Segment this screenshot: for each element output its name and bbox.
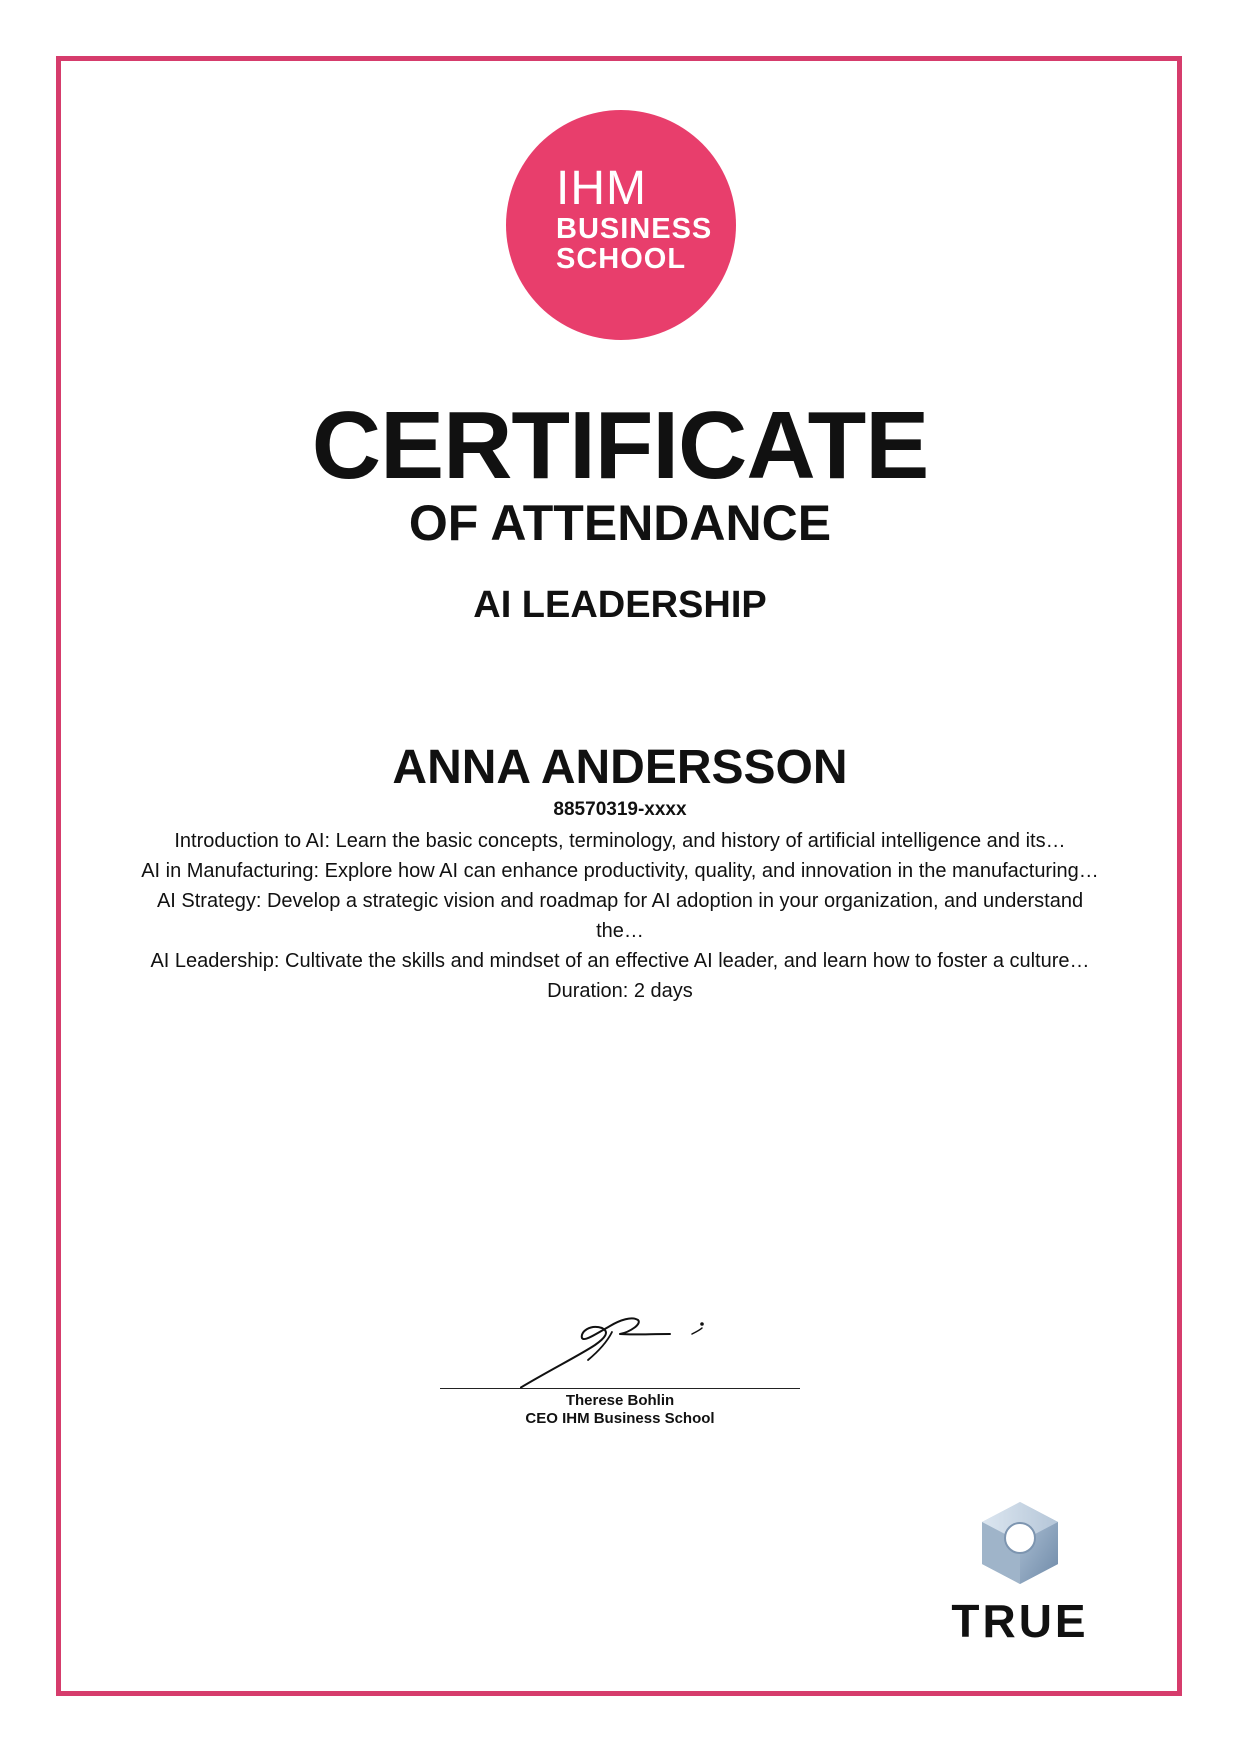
signer-title: CEO IHM Business School [525, 1410, 715, 1427]
certificate-subtitle: OF ATTENDANCE [408, 495, 832, 551]
description-line: AI Leadership: Cultivate the skills and mindset of an effective AI leader, and learn how to foster a culture… [150, 950, 1090, 972]
course-name: AI LEADERSHIP [473, 584, 767, 626]
signer-name: Therese Bohlin [565, 1392, 675, 1409]
signature-icon [520, 1310, 720, 1390]
true-logo-text: TRUE [951, 1595, 1089, 1647]
signature-line [440, 1388, 800, 1389]
logo-school-text: SCHOOL [556, 243, 687, 275]
certificate-title: CERTIFICATE [311, 392, 929, 499]
recipient-id: 88570319-xxxx [553, 799, 687, 820]
recipient-name: ANNA ANDERSSON [392, 741, 848, 794]
description-line: Introduction to AI: Learn the basic concepts, terminology, and history of artificial intelligence and its… [174, 830, 1066, 852]
hexagon-logo-icon [978, 1500, 1062, 1586]
logo-ihm-text: IHM [556, 162, 647, 215]
course-description [140, 826, 1100, 1006]
duration-line: Duration: 2 days [547, 980, 693, 1002]
description-line: AI Strategy: Develop a strategic vision and roadmap for AI adoption in your organization, and understand the… [156, 890, 1084, 942]
logo-business-text: BUSINESS [556, 213, 713, 245]
ihm-logo [506, 110, 736, 340]
description-line: AI in Manufacturing: Explore how AI can enhance productivity, quality, and innovation in the manufacturing… [141, 860, 1099, 882]
